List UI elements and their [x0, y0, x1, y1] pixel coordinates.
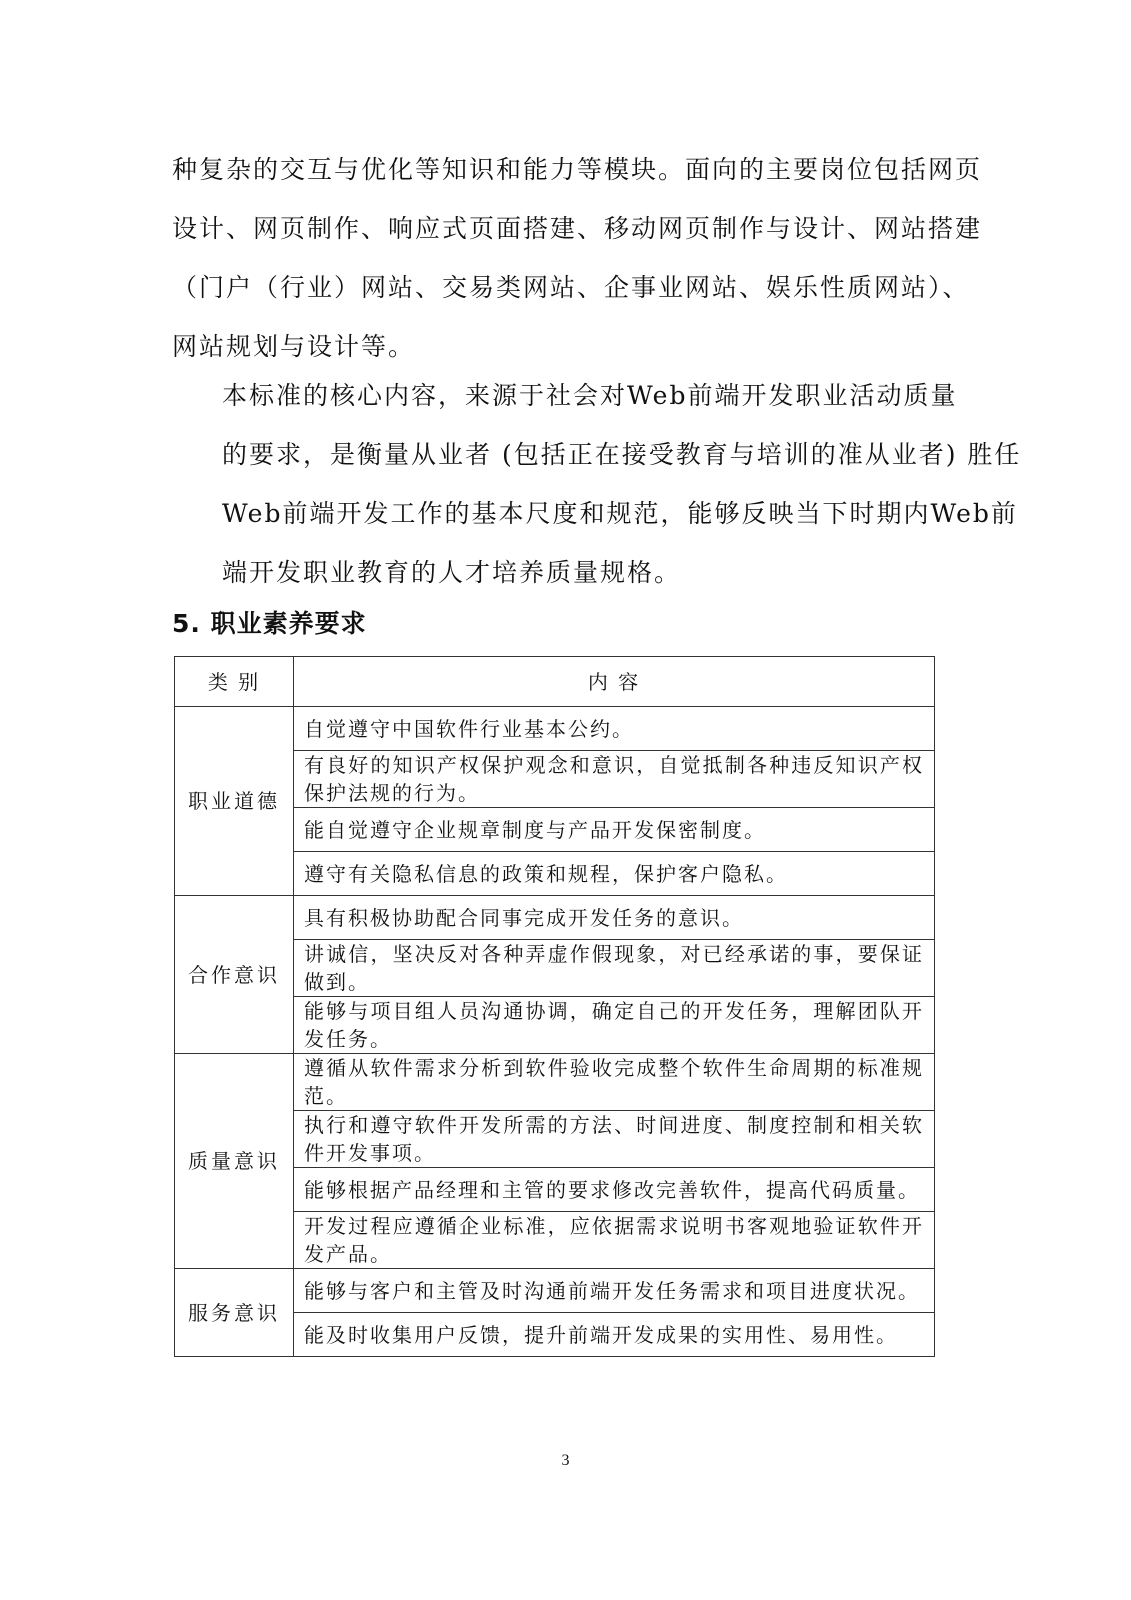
- paragraph-line: 本标准的核心内容，来源于社会对Web前端开发职业活动质量: [222, 381, 958, 410]
- content-cell: 讲诚信，坚决反对各种弄虚作假现象，对已经承诺的事，要保证做到。: [294, 940, 935, 997]
- body-paragraph-1: [172, 140, 983, 376]
- table-row: [175, 707, 935, 751]
- section-heading: 5. 职业素养要求: [172, 609, 367, 638]
- content-cell: 能够根据产品经理和主管的要求修改完善软件，提高代码质量。: [294, 1168, 935, 1212]
- content-cell: 遵守有关隐私信息的政策和规程，保护客户隐私。: [294, 852, 935, 896]
- table-header-row: [175, 657, 935, 707]
- content-cell: 遵循从软件需求分析到软件验收完成整个软件生命周期的标准规范。: [294, 1054, 935, 1111]
- content-cell: 有良好的知识产权保护观念和意识，自觉抵制各种违反知识产权保护法规的行为。: [294, 751, 935, 808]
- table-row: [175, 1269, 935, 1313]
- paragraph-line: 种复杂的交互与优化等知识和能力等模块。面向的主要岗位包括网页: [172, 155, 983, 184]
- category-cell: 质量意识: [175, 1054, 294, 1269]
- header-content: 内 容: [294, 657, 935, 707]
- paragraph-line: Web前端开发工作的基本尺度和规范，能够反映当下时期内Web前: [222, 499, 1018, 528]
- page-number: 3: [561, 1452, 570, 1469]
- paragraph-line: 网站规划与设计等。: [172, 332, 416, 361]
- category-cell: 职业道德: [175, 707, 294, 896]
- content-cell: 能及时收集用户反馈，提升前端开发成果的实用性、易用性。: [294, 1313, 935, 1357]
- paragraph-line: 设计、网页制作、响应式页面搭建、移动网页制作与设计、网站搭建: [172, 214, 983, 243]
- content-cell: 开发过程应遵循企业标准，应依据需求说明书客观地验证软件开发产品。: [294, 1212, 935, 1269]
- category-cell: 服务意识: [175, 1269, 294, 1357]
- body-paragraph-2: [172, 366, 1022, 602]
- paragraph-line: 的要求，是衡量从业者 (包括正在接受教育与培训的准从业者) 胜任: [222, 440, 1022, 469]
- requirements-table: [174, 656, 935, 1357]
- content-cell: 能自觉遵守企业规章制度与产品开发保密制度。: [294, 808, 935, 852]
- content-cell: 执行和遵守软件开发所需的方法、时间进度、制度控制和相关软件开发事项。: [294, 1111, 935, 1168]
- table-row: [175, 896, 935, 940]
- table-row: [175, 1054, 935, 1111]
- paragraph-line: 端开发职业教育的人才培养质量规格。: [222, 558, 682, 587]
- category-cell: 合作意识: [175, 896, 294, 1054]
- header-category: 类 别: [175, 657, 294, 707]
- content-cell: 具有积极协助配合同事完成开发任务的意识。: [294, 896, 935, 940]
- content-cell: 能够与客户和主管及时沟通前端开发任务需求和项目进度状况。: [294, 1269, 935, 1313]
- content-cell: 能够与项目组人员沟通协调，确定自己的开发任务，理解团队开发任务。: [294, 997, 935, 1054]
- content-cell: 自觉遵守中国软件行业基本公约。: [294, 707, 935, 751]
- paragraph-line: （门户（行业）网站、交易类网站、企事业网站、娱乐性质网站）、: [172, 273, 970, 302]
